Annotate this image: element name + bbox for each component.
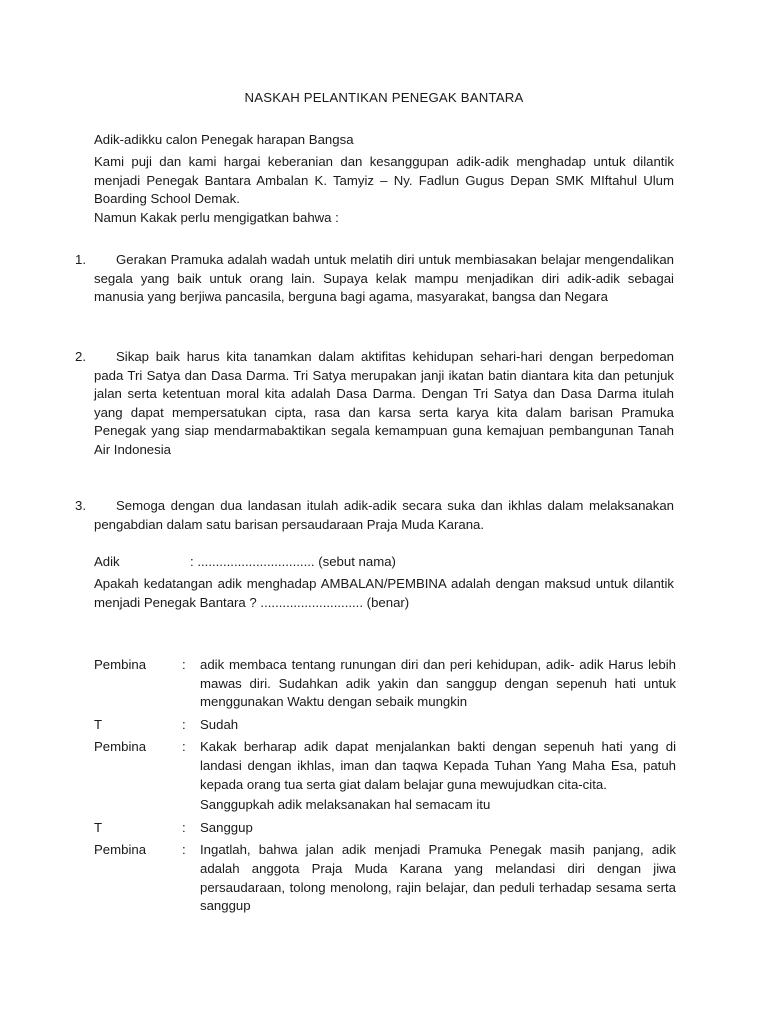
dialogue-speaker: T (94, 819, 103, 835)
point-text: Gerakan Pramuka adalah wadah untuk melatih diri untuk membiasakan belajar mengendalikan segala yang baik untuk orang lain. Supaya kelak mampu menjadikan diri adik-adik sebagai manusia yang berjiwa pancasila, berguna bagi agama, masyarakat, bangsa dan Negara (94, 252, 674, 305)
adik-name-line (94, 553, 674, 572)
dialogue-speaker: Pembina (94, 739, 147, 755)
point-number: 2. (75, 349, 86, 364)
dialogue-speaker: T (94, 716, 103, 732)
dialogue-speaker: Pembina (94, 842, 147, 858)
point-number: 1. (75, 252, 86, 267)
dialogue-line: Kakak berharap adik dapat menjalankan bakti dengan sepenuh hati yang di landasi dengan ikhlas, iman dan taqwa Kepada Tuhan Yang Maha Esa, patuh kepada orang tua serta giat dalam belajar guna mewujudkan cita-cita. (200, 739, 676, 792)
dialogue-colon: : (182, 739, 186, 755)
dialogue-row (94, 841, 676, 915)
intro-reminder: Namun Kakak perlu mengigatkan bahwa : (94, 210, 339, 225)
point-text: Semoga dengan dua landasan itulah adik-adik secara suka dan ikhlas dalam melaksanakan pengabdian dalam satu barisan persaudaraan Praja Muda Karana. (94, 498, 674, 532)
dialogue-line: Ingatlah, bahwa jalan adik menjadi Pramuka Penegak masih panjang, adik adalah anggota Praja Muda Karana yang melandasi diri dengan jiwa persaudaraan, tolong menolong, rajin belajar, dan peduli terhadap sesama serta sanggup (200, 842, 676, 914)
intro-praise: Kami puji dan kami hargai keberanian dan kesanggupan adik-adik menghadap untuk dilantik menjadi Penegak Bantara Ambalan K. Tamyiz – Ny. Fadlun Gugus Depan SMK MIftahul Ulum Boarding School Demak. (94, 154, 674, 207)
dialogue-colon: : (182, 716, 186, 732)
point-text: Sikap baik harus kita tanamkan dalam aktifitas kehidupan sehari-hari dengan berpedoman pada Tri Satya dan Dasa Darma. Tri Satya merupakan janji ikatan batin diantara kita dan petunjuk jalan serta ketentuan moral kita adalah Dasa Darma. Dengan Tri Satya dan Dasa Darma itulah yang dapat mempersatukan cipta, rasa dan karsa serta karya kita dalam barisan Pramuka Penegak yang siap mendarmabaktikan segala kemampuan guna kemajuan pembangunan Tanah Air Indonesia (94, 349, 674, 457)
adik-value: : ................................ (sebut nama) (190, 554, 396, 569)
dialogue-row (94, 819, 676, 838)
dialogue-colon: : (182, 842, 186, 858)
dialogue-line: Sanggup (200, 819, 253, 835)
dialogue-row (94, 656, 676, 712)
dialogue-colon: : (182, 819, 186, 835)
oath-question: Apakah kedatangan adik menghadap AMBALAN/PEMBINA adalah dengan maksud untuk dilantik menjadi Penegak Bantara ? ............................ (benar) (94, 576, 674, 610)
dialogue-speaker: Pembina (94, 657, 147, 672)
intro-greeting: Adik-adikku calon Penegak harapan Bangsa (94, 132, 354, 147)
dialogue-colon: : (182, 657, 186, 672)
dialogue-line: Sanggupkah adik melaksanakan hal semacam itu (200, 797, 491, 813)
point-number: 3. (75, 498, 86, 513)
adik-label: Adik (94, 554, 120, 569)
document-title: NASKAH PELANTIKAN PENEGAK BANTARA (244, 90, 524, 105)
dialogue-block (94, 656, 676, 920)
dialogue-line: adik membaca tentang runungan diri dan peri kehidupan, adik- adik Harus lebih mawas diri. Sudahkan adik yakin dan sanggup dengan sepenuh hati untuk menggunakan Waktu dengan sebaik mungkin (200, 657, 676, 710)
dialogue-row (94, 738, 676, 814)
dialogue-line: Sudah (200, 716, 239, 732)
dialogue-row (94, 716, 676, 735)
